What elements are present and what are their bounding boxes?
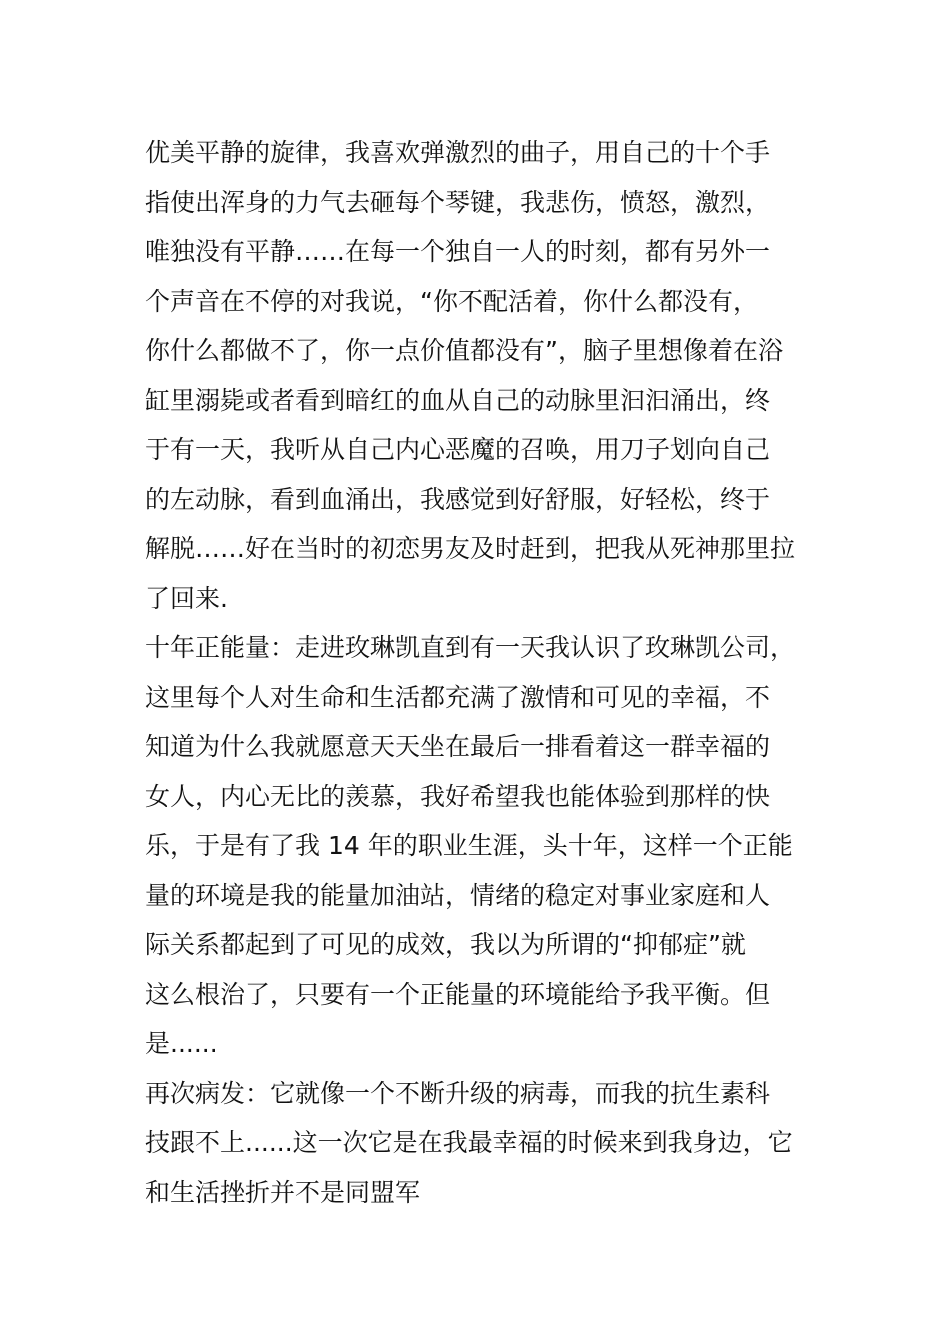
text-line: 唯独没有平静……在每一个独自一人的时刻，都有另外一	[145, 237, 771, 266]
text-line: 优美平静的旋律，我喜欢弹激烈的曲子，用自己的十个手	[145, 138, 771, 167]
text-line: 知道为什么我就愿意天天坐在最后一排看着这一群幸福的	[145, 732, 771, 761]
text-line: 解脱……好在当时的初恋男友及时赶到，把我从死神那里拉	[145, 534, 796, 563]
text-line: 女人，内心无比的羡慕，我好希望我也能体验到那样的快	[145, 781, 771, 811]
text-line: 量的环境是我的能量加油站，情绪的稳定对事业家庭和人	[145, 880, 771, 910]
body-text	[145, 128, 825, 1217]
text-line: 了回来.	[145, 583, 228, 613]
text-line: 际关系都起到了可见的成效，我以为所谓的“抑郁症”就	[145, 930, 746, 959]
text-line: 你什么都做不了，你一点价值都没有”，脑子里想像着在浴	[145, 336, 783, 365]
text-line: 这么根治了，只要有一个正能量的环境能给予我平衡。但	[145, 979, 771, 1009]
text-line: 于有一天，我听从自己内心恶魔的召唤，用刀子划向自己	[145, 435, 771, 464]
text-line: 技跟不上......这一次它是在我最幸福的时候来到我身边，它	[145, 1128, 793, 1157]
text-line: 个声音在不停的对我说，“你不配活着，你什么都没有，	[145, 286, 758, 316]
text-line: 指使出浑身的力气去砸每个琴键，我悲伤，愤怒，激烈，	[145, 187, 771, 217]
text-line: 的左动脉，看到血涌出，我感觉到好舒服，好轻松，终于	[145, 484, 771, 514]
text-line: 乐，于是有了我 14 年的职业生涯，头十年，这样一个正能	[145, 831, 793, 860]
text-line: 再次病发：它就像一个不断升级的病毒，而我的抗生素科	[145, 1078, 771, 1108]
text-line: 和生活挫折并不是同盟军	[145, 1177, 421, 1207]
text-line: 是......	[145, 1029, 218, 1058]
text-line: 这里每个人对生命和生活都充满了激情和可见的幸福，不	[145, 682, 771, 712]
text-line: 十年正能量：走进玫琳凯直到有一天我认识了玫琳凯公司，	[145, 633, 796, 662]
text-line: 缸里溺毙或者看到暗红的血从自己的动脉里汩汩涌出，终	[145, 385, 771, 415]
